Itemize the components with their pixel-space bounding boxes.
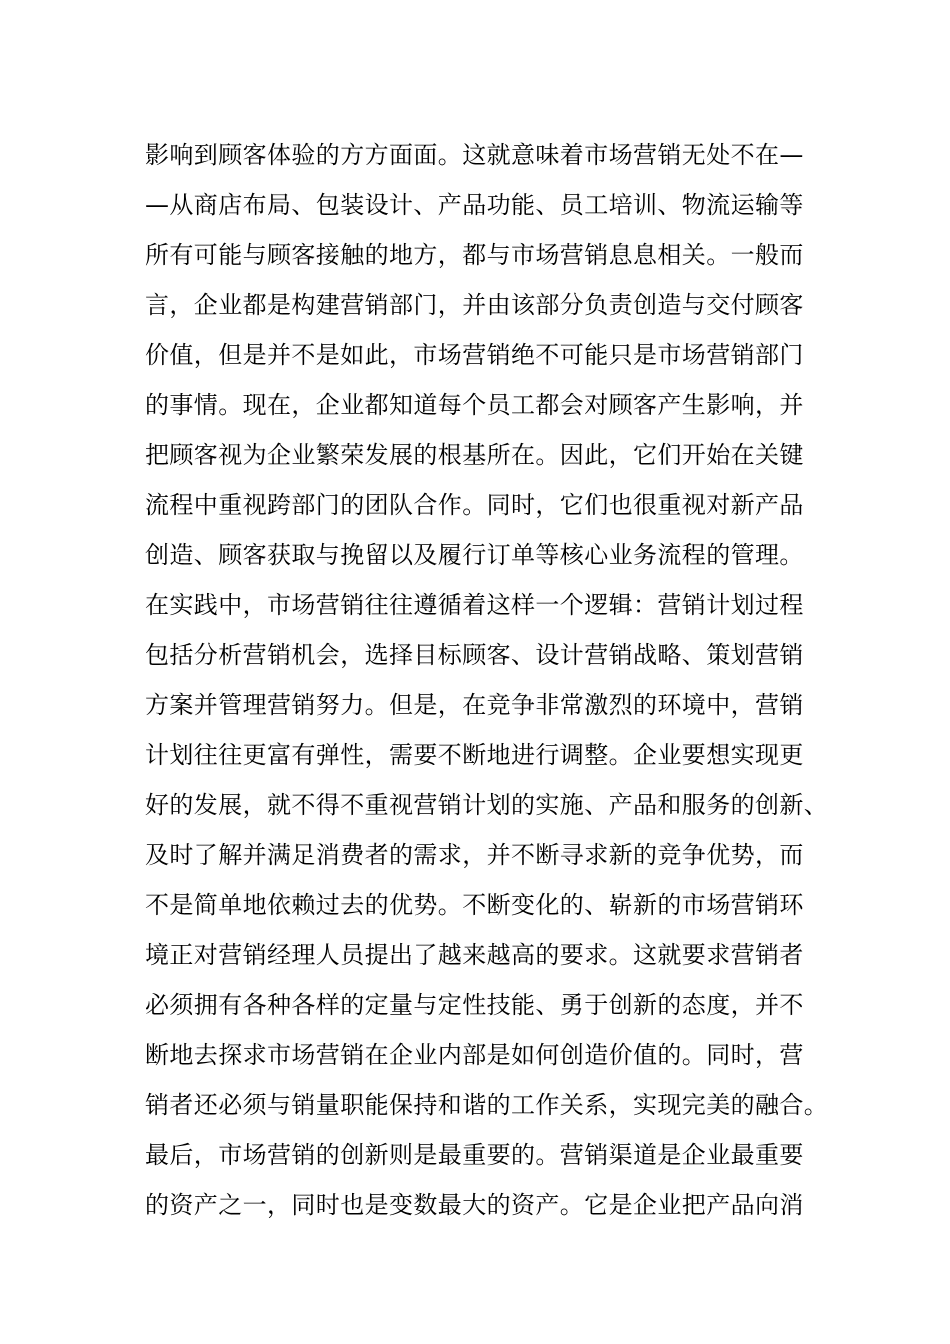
text-line-1: 影响到顾客体验的方方面面。这就意味着市场营销无处不在—	[145, 141, 804, 169]
text-line-17: 境正对营销经理人员提出了越来越高的要求。这就要求营销者	[145, 941, 804, 969]
text-line-21: 最后，市场营销的创新则是最重要的。营销渠道是企业最重要	[145, 1141, 804, 1169]
text-line-7: 把顾客视为企业繁荣发展的根基所在。因此，它们开始在关键	[145, 441, 804, 469]
text-line-8: 流程中重视跨部门的团队合作。同时，它们也很重视对新产品	[145, 491, 804, 519]
text-line-13: 计划往往更富有弹性，需要不断地进行调整。企业要想实现更	[145, 741, 804, 769]
text-line-18: 必须拥有各种各样的定量与定性技能、勇于创新的态度，并不	[145, 991, 804, 1019]
text-line-2: —从商店布局、包装设计、产品功能、员工培训、物流运输等	[145, 191, 804, 219]
text-line-15: 及时了解并满足消费者的需求，并不断寻求新的竞争优势，而	[145, 841, 804, 869]
text-line-10: 在实践中，市场营销往往遵循着这样一个逻辑：营销计划过程	[145, 591, 804, 619]
text-line-11: 包括分析营销机会，选择目标顾客、设计营销战略、策划营销	[145, 641, 804, 669]
text-line-19: 断地去探求市场营销在企业内部是如何创造价值的。同时，营	[145, 1041, 804, 1069]
text-line-4: 言，企业都是构建营销部门，并由该部分负责创造与交付顾客	[145, 291, 804, 319]
body-text	[145, 130, 829, 1230]
text-line-3: 所有可能与顾客接触的地方，都与市场营销息息相关。一般而	[145, 241, 804, 269]
text-line-14: 好的发展，就不得不重视营销计划的实施、产品和服务的创新、	[145, 791, 829, 819]
text-line-9: 创造、顾客获取与挽留以及履行订单等核心业务流程的管理。	[145, 541, 804, 569]
text-line-12: 方案并管理营销努力。但是，在竞争非常激烈的环境中，营销	[145, 691, 804, 719]
text-line-6: 的事情。现在，企业都知道每个员工都会对顾客产生影响，并	[145, 391, 804, 419]
text-line-5: 价值，但是并不是如此，市场营销绝不可能只是市场营销部门	[145, 341, 804, 369]
text-line-22: 的资产之一，同时也是变数最大的资产。它是企业把产品向消	[145, 1191, 804, 1219]
text-line-20: 销者还必须与销量职能保持和谐的工作关系，实现完美的融合。	[145, 1091, 829, 1119]
text-line-16: 不是简单地依赖过去的优势。不断变化的、崭新的市场营销环	[145, 891, 804, 919]
